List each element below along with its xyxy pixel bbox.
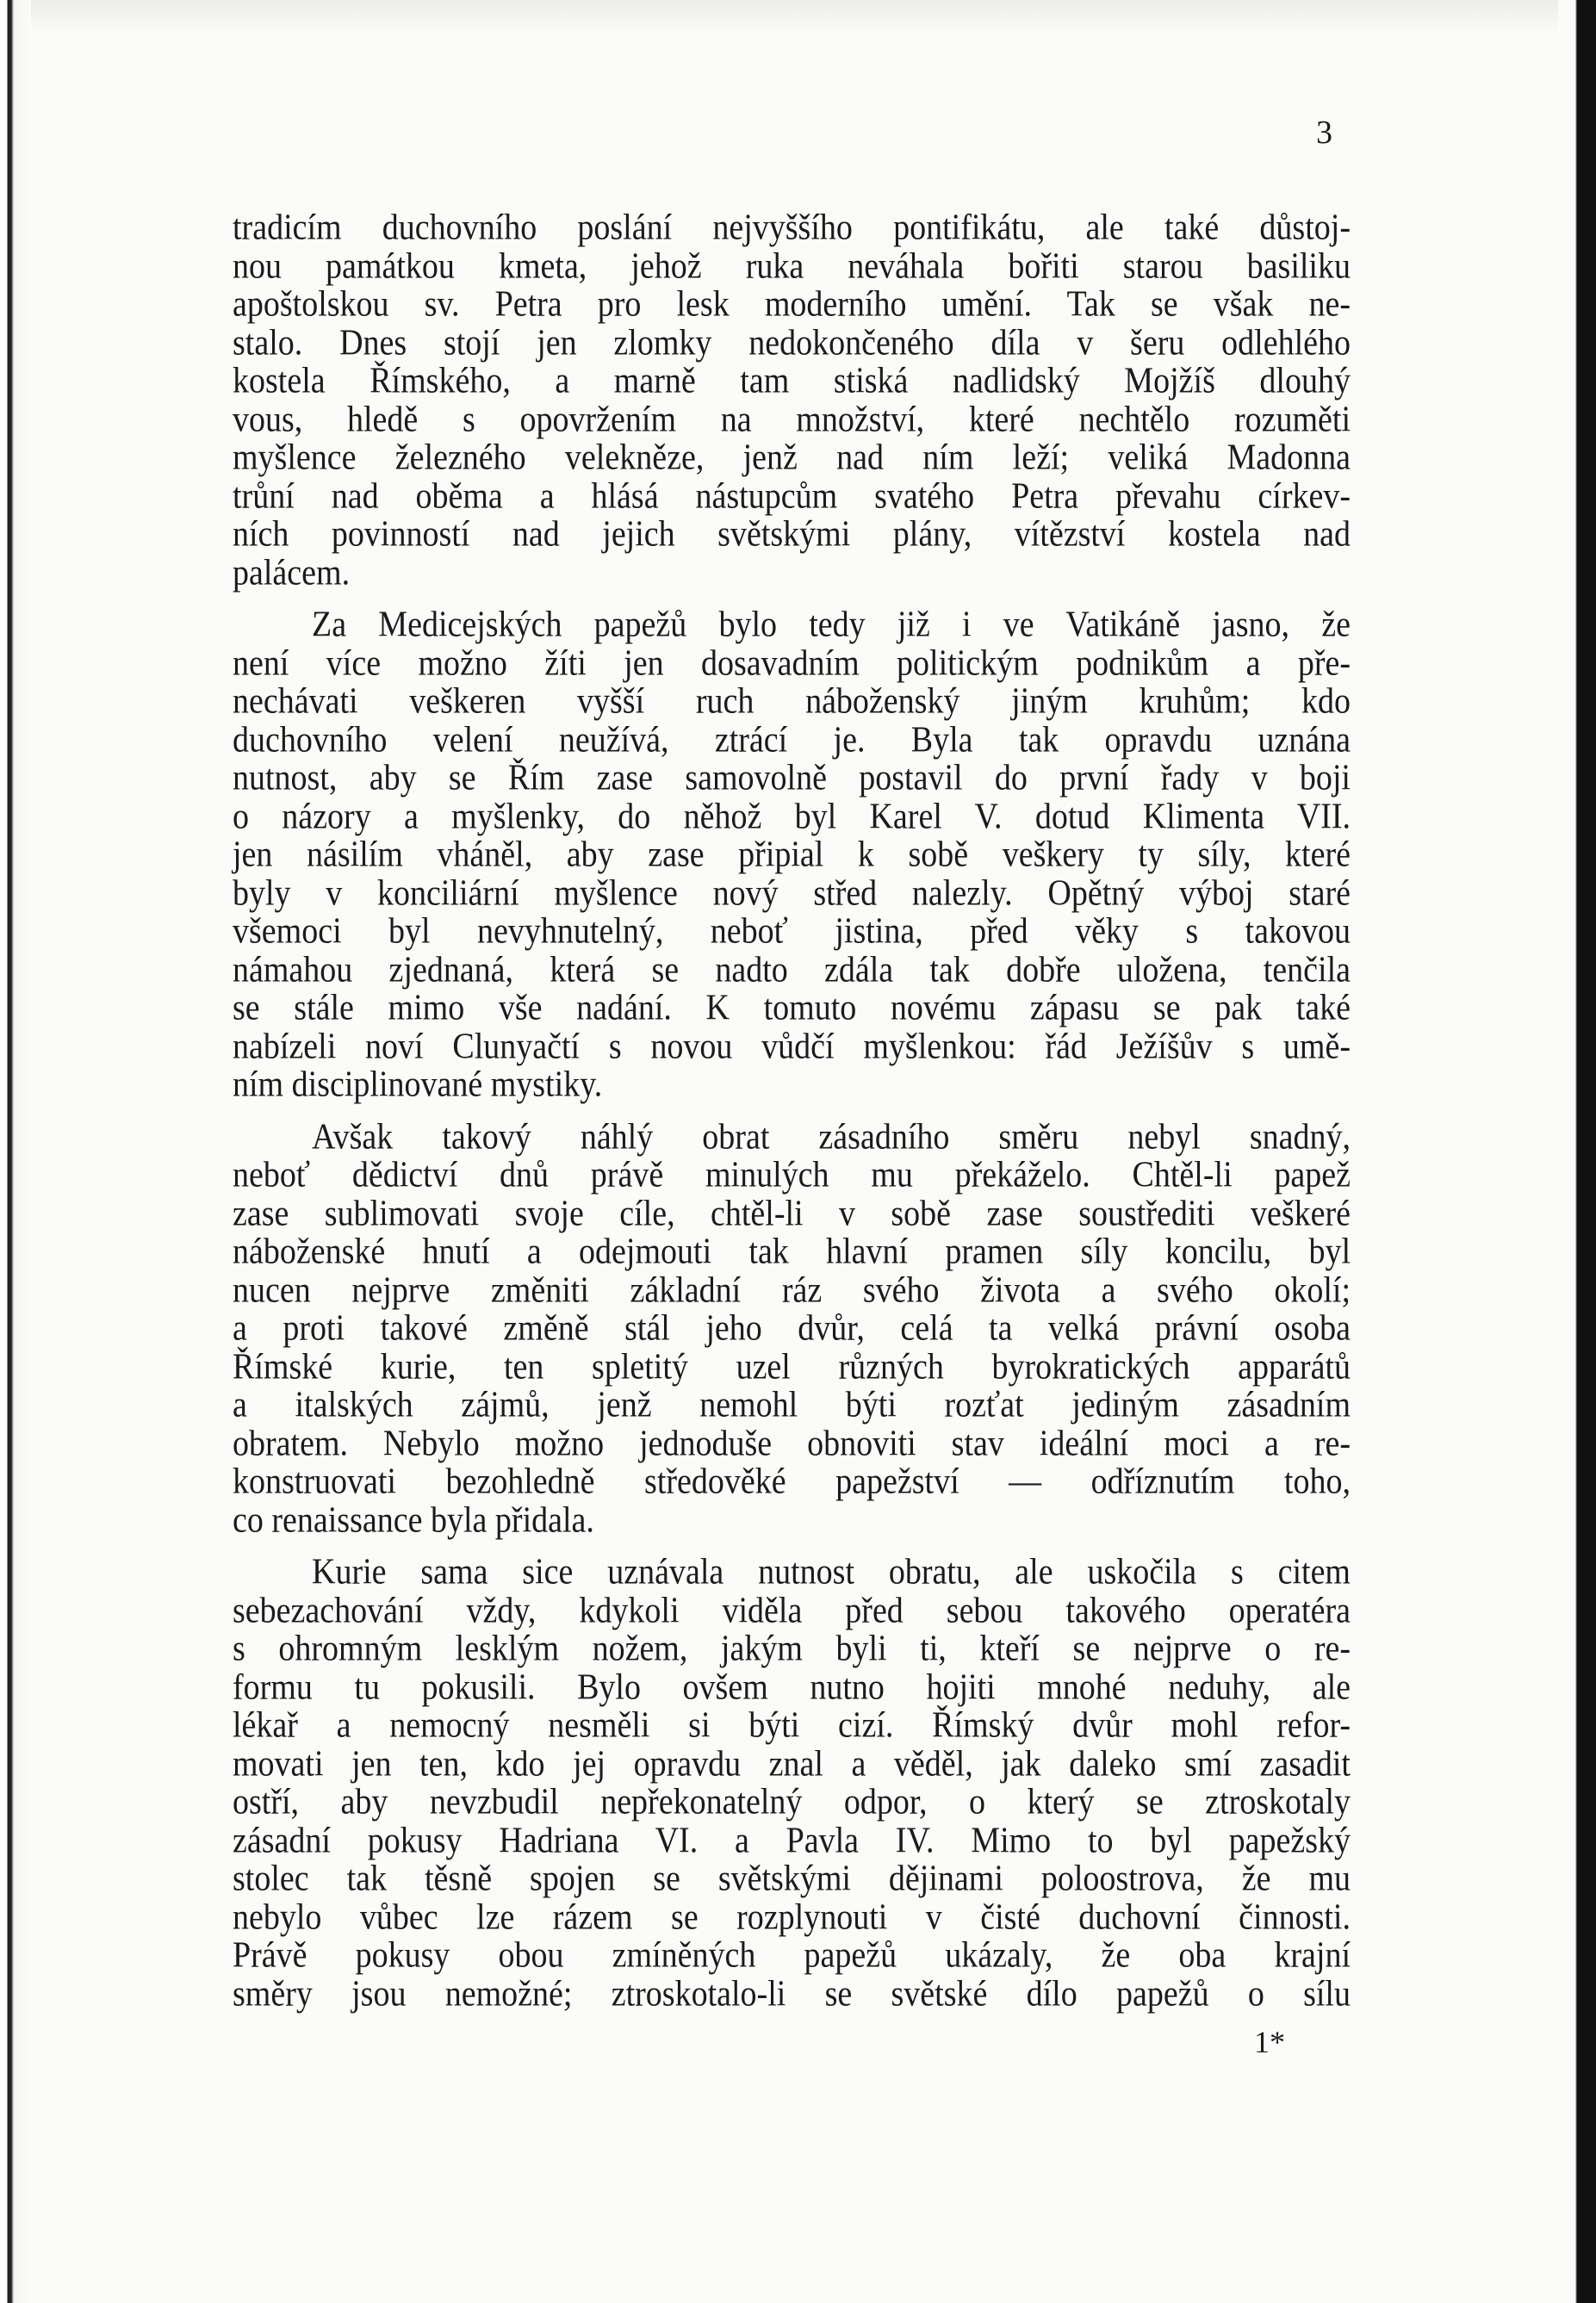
body-text: [233, 208, 1351, 2013]
text-line: námahou zjednaná, která se nadto zdála tak dobře uložena, tenčila: [233, 948, 1351, 990]
text-line: co renaissance byla přidala.: [233, 1499, 594, 1540]
scan-right-edge: [1558, 0, 1596, 2303]
paragraph: [233, 208, 1351, 592]
text-line: nutnost, aby se Řím zase samovolně postavil do první řady v boji: [233, 757, 1351, 798]
text-line: ním disciplinované mystiky.: [233, 1064, 603, 1105]
paragraph: [233, 1553, 1351, 2013]
text-line: duchovního velení neužívá, ztrácí je. Byla tak opravdu uznána: [233, 718, 1351, 760]
text-line: konstruovati bezohledně středověké papežství — odříznutím toho,: [233, 1461, 1351, 1502]
text-line: všemoci byl nevyhnutelný, neboť jistina, před věky s takovou: [233, 910, 1351, 952]
text-line: Za Medicejských papežů bylo tedy již i ve Vatikáně jasno, že: [312, 604, 1351, 645]
text-line: se stále mimo vše nadání. K tomuto novému zápasu se pak také: [233, 987, 1351, 1028]
text-line: jen násilím vháněl, aby zase připial k sobě veškery ty síly, které: [233, 834, 1351, 875]
paragraph: [233, 1115, 1351, 1540]
text-line: a proti takové změně stál jeho dvůr, celá ta velká právní osoba: [233, 1307, 1351, 1349]
text-line: Avšak takový náhlý obrat zásadního směru nebyl snadný,: [312, 1115, 1351, 1157]
text-line: zase sublimovati svoje cíle, chtěl-li v sobě zase soustřediti veškeré: [233, 1192, 1351, 1233]
text-line: nechávati veškeren vyšší ruch náboženský jiným kruhům; kdo: [233, 680, 1351, 722]
text-line: Kurie sama sice uznávala nutnost obratu, ale uskočila s citem: [312, 1551, 1351, 1592]
text-line: trůní nad oběma a hlásá nástupcům svatého Petra převahu církev-: [233, 475, 1351, 516]
text-line: nabízeli noví Clunyačtí s novou vůdčí myšlenkou: řád Ježíšův s umě-: [233, 1025, 1351, 1066]
paragraph: [233, 605, 1351, 1104]
text-line: není více možno žíti jen dosavadním politickým podnikům a pře-: [233, 642, 1351, 683]
text-line: Římské kurie, ten spletitý uzel různých byrokratických apparátů: [233, 1345, 1351, 1387]
text-line: a italských zájmů, jenž nemohl býti rozťat jediným zásadním: [233, 1384, 1351, 1425]
text-line: neboť dědictví dnů právě minulých mu překáželo. Chtěl-li papež: [233, 1154, 1351, 1195]
text-line: kostela Římského, a marně tam stiská nadlidský Mojžíš dlouhý: [233, 360, 1351, 401]
text-line: apoštolskou sv. Petra pro lesk moderního umění. Tak se však ne-: [233, 283, 1351, 325]
signature-mark: 1*: [1254, 2025, 1285, 2059]
scan-left-edge: [0, 0, 31, 2303]
text-line: nucen nejprve změniti základní ráz svého života a svého okolí;: [233, 1269, 1351, 1310]
text-line: byly v konciliární myšlence nový střed nalezly. Opětný výboj staré: [233, 872, 1351, 913]
text-line: ostří, aby nevzbudil nepřekonatelný odpor, o který se ztroskotaly: [233, 1781, 1351, 1822]
text-line: movati jen ten, kdo jej opravdu znal a věděl, jak daleko smí zasadit: [233, 1742, 1351, 1784]
text-line: s ohromným lesklým nožem, jakým byli ti, kteří se nejprve o re-: [233, 1628, 1351, 1669]
text-line: zásadní pokusy Hadriana VI. a Pavla IV. Mimo to byl papežský: [233, 1819, 1351, 1860]
text-line: sebezachování vždy, kdykoli viděla před sebou takového operatéra: [233, 1589, 1351, 1630]
text-line: nou památkou kmeta, jehož ruka neváhala bořiti starou basiliku: [233, 245, 1351, 286]
text-line: stolec tak těsně spojen se světskými dějinami poloostrova, že mu: [233, 1858, 1351, 1899]
text-line: náboženské hnutí a odejmouti tak hlavní pramen síly koncilu, byl: [233, 1231, 1351, 1272]
text-line: směry jsou nemožné; ztroskotalo-li se světské dílo papežů o sílu: [233, 1972, 1351, 2014]
text-line: obratem. Nebylo možno jednoduše obnoviti stav ideální moci a re-: [233, 1422, 1351, 1463]
text-line: formu tu pokusili. Bylo ovšem nutno hojiti mnohé neduhy, ale: [233, 1666, 1351, 1707]
text-line: vous, hledě s opovržením na množství, které nechtělo rozuměti: [233, 398, 1351, 439]
text-line: stalo. Dnes stojí jen zlomky nedokončeného díla v šeru odlehlého: [233, 321, 1351, 363]
page-number: 3: [1316, 115, 1332, 151]
text-line: ních povinností nad jejich světskými plány, vítězství kostela nad: [233, 513, 1351, 555]
scan-shading: [0, 0, 1596, 34]
text-line: o názory a myšlenky, do něhož byl Karel V. dotud Klimenta VII.: [233, 795, 1351, 836]
text-line: myšlence železného velekněze, jenž nad ním leží; veliká Madonna: [233, 437, 1351, 478]
text-line: tradicím duchovního poslání nejvyššího pontifikátu, ale také důstoj-: [233, 207, 1351, 248]
text-line: lékař a nemocný nesměli si býti cizí. Římský dvůr mohl refor-: [233, 1704, 1351, 1746]
text-line: nebylo vůbec lze rázem se rozplynouti v čisté duchovní činnosti.: [233, 1896, 1351, 1937]
text-line: palácem.: [233, 551, 351, 593]
text-line: Právě pokusy obou zmíněných papežů ukázaly, že oba krajní: [233, 1934, 1351, 1976]
